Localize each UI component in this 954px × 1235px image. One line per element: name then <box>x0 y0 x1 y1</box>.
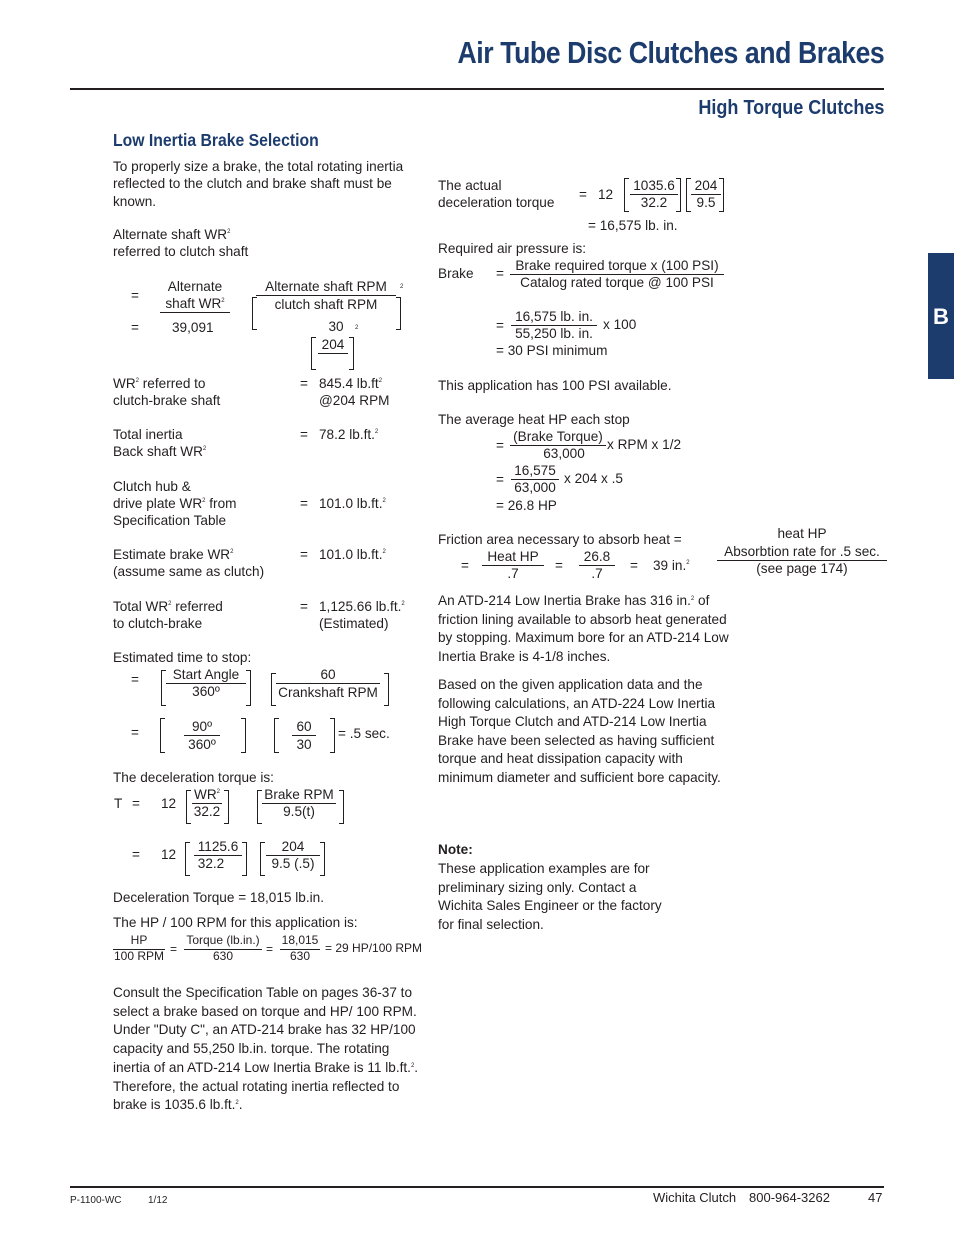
heat-hp-fraction-numerator: Heat HP <box>482 548 544 566</box>
formula-alternate: Alternate <box>167 279 223 294</box>
atd-paragraph: An ATD-214 Low Inertia Brake has 316 in.$^2$ of friction lining available to absorb heat generated by stopping. Maximum bore for an ATD-214 Low Inertia Brake is 4-1/8 inches. <box>438 593 729 664</box>
note-body: These application examples are for preliminary sizing only. Contact a Wichita Sales Engineer or the factory for final selection. <box>438 861 662 932</box>
equals-sign: = <box>555 558 563 573</box>
intro-paragraph: To properly size a brake, the total rotating inertia reflected to the clutch and brake shaft must be known. <box>113 159 404 209</box>
wr-referred-label: $WR^2$ referred to <box>113 376 206 391</box>
bracket-right <box>246 670 251 706</box>
section-heading: Low Inertia Brake Selection <box>113 130 319 150</box>
wr-referred-label-2: clutch-brake shaft <box>113 393 221 408</box>
total-wr-value: 1,125.66 lb.ft.$^2$ <box>319 599 405 614</box>
heat-numerator: 16,575 <box>511 462 559 480</box>
document-code: P-1100-WC <box>70 1195 122 1206</box>
torque-ratio-denominator: 55,250 lb. in. <box>515 326 593 341</box>
heat-denominator: 63,000 <box>514 480 556 495</box>
torque-denominator: 630 <box>212 949 234 963</box>
equals-sign: = <box>496 318 504 333</box>
equals-sign: = <box>461 558 469 573</box>
bracket-right <box>719 178 724 212</box>
brake-label: Brake <box>438 266 474 281</box>
start-angle-denominator: 360º <box>192 684 220 699</box>
total-wr-label-2: to clutch-brake <box>113 616 203 631</box>
inertia-numerator: 1035.6 <box>630 177 678 195</box>
total-inertia-value: 78.2 lb.ft.$^2$ <box>319 427 379 442</box>
equals-sign: = <box>131 320 139 335</box>
page-title: Air Tube Disc Clutches and Brakes <box>457 35 884 70</box>
equals-sign: = <box>132 847 140 862</box>
drive-plate-label: drive plate $WR^2$ from <box>113 496 237 511</box>
friction-area-result: 39 in.$^2$ <box>653 558 690 573</box>
wr-referred-rpm: @204 RPM <box>319 393 390 408</box>
formula-rpm-denominator: clutch shaft RPM <box>256 295 396 313</box>
heat-multiplier: x 204 x .5 <box>564 471 623 486</box>
bracket-left <box>311 337 316 370</box>
bracket-right <box>330 718 335 753</box>
equals-sign: = <box>132 796 140 811</box>
rpm-denominator: 9.5 <box>696 195 716 210</box>
exponent: 2 <box>400 284 404 290</box>
actual-label: The actual <box>438 178 502 193</box>
time-numerator: 60 <box>296 719 312 734</box>
brake-torque-numerator: (Brake Torque) <box>510 428 606 446</box>
crankshaft-numerator: 60 <box>320 667 336 682</box>
footer-rule <box>70 1186 884 1188</box>
selection-paragraph: Based on the given application data and the following calculations, an ATD-224 Low Inertia High Torque Clutch and ATD-214 Low Inertia Brake have been selected as having sufficient torque and heat dissipation capacity with minimum diameter and sufficient bore capacity. <box>438 677 721 785</box>
equals-sign: = <box>630 558 638 573</box>
decel-result: Deceleration Torque = 18,015 lb.in. <box>113 890 324 905</box>
page-subtitle: High Torque Clutches <box>697 96 884 119</box>
bracket-right <box>339 790 344 824</box>
bracket-left <box>160 718 165 753</box>
bracket-right <box>396 297 401 330</box>
time-denominator: 30 <box>292 735 316 753</box>
inertia-numerator: 1125.6 <box>194 838 242 856</box>
psi-available: This application has 100 PSI available. <box>438 378 672 393</box>
exponent: 2 <box>355 325 359 331</box>
crankshaft-denominator: Crankshaft RPM <box>276 683 380 701</box>
hp-denominator: 100 RPM <box>113 949 165 963</box>
heat-hp-numerator: heat HP <box>777 526 827 541</box>
decel-intro: The deceleration torque is: <box>113 770 274 785</box>
equals-sign: = <box>131 288 139 303</box>
torque-symbol: T <box>114 796 123 811</box>
required-torque-numerator: Brake required torque x (100 PSI) <box>510 257 724 275</box>
rated-torque-denominator: Catalog rated torque @ 100 PSI <box>520 275 714 290</box>
angle-denominator: 360º <box>184 735 220 753</box>
inertia-denominator: 32.2 <box>640 195 668 210</box>
heat-intro: The average heat HP each stop <box>438 412 630 427</box>
brake-rpm-denominator: 9.5(t) <box>283 804 315 819</box>
torque-numerator: Torque (lb.in.) <box>184 932 262 950</box>
bracket-right <box>349 337 354 370</box>
torque-value-numerator: 18,015 <box>280 932 320 950</box>
formula-numerator: 30 <box>328 319 344 334</box>
back-shaft-label: Back shaft $WR^2$ <box>113 444 207 459</box>
total-wr-label: Total $WR^2$ referred <box>113 599 223 614</box>
equals-sign: = <box>170 942 178 956</box>
heat-multiplier: x RPM x 1/2 <box>607 437 682 452</box>
estimate-brake-note: (assume same as clutch) <box>113 564 265 579</box>
total-wr-estimated: (Estimated) <box>319 616 389 631</box>
clutch-hub-value: 101.0 lb.ft.$^2$ <box>319 496 386 511</box>
rpm-numerator: 204 <box>691 177 721 195</box>
heat-hp-fraction-denominator: .7 <box>507 566 519 581</box>
value-39091: 39,091 <box>172 320 214 335</box>
times-100: x 100 <box>603 317 637 332</box>
consult-paragraph: Consult the Specification Table on pages 36-37 to select a brake based on torque and HP/ 100 RPM. Under "Duty C", an ATD-214 brake has 32 HP/100 capacity and 55,250 lb.in. torque. The rotating inertia of an ATD-214 Low Inertia Brake is 11 lb.ft.$^2$. Therefore, the actual rotating inertia reflected to brake is 1035.6 lb.ft.$^2$. <box>113 985 419 1113</box>
equals-sign: = <box>131 672 139 687</box>
inertia-denominator: 32.2 <box>197 856 225 871</box>
formula-denominator: 204 <box>318 336 348 354</box>
estimate-brake-label: Estimate brake $WR^2$ <box>113 547 234 562</box>
equals-sign: = <box>300 496 308 511</box>
start-angle-numerator: Start Angle <box>166 666 246 684</box>
page-reference: (see page 174) <box>756 561 848 576</box>
clutch-hub-label: Clutch hub & <box>113 479 191 494</box>
wr-numerator: $WR^2$ <box>194 787 220 802</box>
document-date: 1/12 <box>148 1195 168 1206</box>
formula-shaft-wr: shaft $WR^2$ <box>160 295 230 313</box>
page-number: 47 <box>868 1190 883 1205</box>
rpm-numerator: 204 <box>266 838 320 856</box>
alt-wr-label-2: referred to clutch shaft <box>113 244 249 259</box>
bracket-right <box>320 842 325 876</box>
bracket-right <box>241 718 246 753</box>
hp-intro: The HP / 100 RPM for this application is: <box>113 915 358 930</box>
bracket-left <box>624 178 629 212</box>
rpm-denominator: 9.5 (.5) <box>271 856 315 871</box>
equals-sign: = <box>496 266 504 281</box>
equals-sign: = <box>131 725 139 740</box>
formula-rpm-numerator: Alternate shaft RPM <box>265 279 387 294</box>
angle-numerator: 90º <box>191 719 213 734</box>
bracket-right <box>384 673 389 706</box>
constant-12: 12 <box>161 847 177 862</box>
constant-12: 12 <box>598 187 614 202</box>
bracket-left <box>186 790 191 824</box>
brake-rpm-numerator: Brake RPM <box>262 786 336 804</box>
equals-sign: = <box>300 547 308 562</box>
bracket-right <box>676 178 681 212</box>
estimate-brake-value: 101.0 lb.ft.$^2$ <box>319 547 386 562</box>
spec-table-label: Specification Table <box>113 513 227 528</box>
bracket-right <box>242 842 247 876</box>
wr-denominator: 32.2 <box>193 804 221 819</box>
hp-numerator: HP <box>113 932 165 950</box>
bracket-left <box>274 718 279 753</box>
bracket-left <box>185 842 190 876</box>
estimated-time-label: Estimated time to stop: <box>113 650 252 665</box>
torque-ratio-numerator: 16,575 lb. in. <box>511 308 597 326</box>
absorbtion-rate-denominator: Absorbtion rate for .5 sec. <box>717 543 887 561</box>
equals-sign: = <box>579 187 587 202</box>
time-result: = .5 sec. <box>338 726 390 741</box>
air-pressure-intro: Required air pressure is: <box>438 241 587 256</box>
friction-area-intro: Friction area necessary to absorb heat = <box>438 532 682 547</box>
psi-minimum: = 30 PSI minimum <box>496 343 608 358</box>
area-numerator: 26.8 <box>579 548 615 566</box>
section-tab: B <box>928 253 954 379</box>
equals-sign: = <box>300 376 308 391</box>
area-denominator: .7 <box>591 566 603 581</box>
equals-sign: = <box>496 472 504 487</box>
header-rule <box>70 88 884 90</box>
equals-sign: = <box>300 599 308 614</box>
note-heading: Note: <box>438 842 473 857</box>
constant-12: 12 <box>161 796 177 811</box>
heat-result: = 26.8 HP <box>496 498 557 513</box>
torque-value-denominator: 630 <box>289 949 311 963</box>
actual-decel-result: = 16,575 lb. in. <box>588 218 678 233</box>
heat-denominator: 63,000 <box>543 446 585 461</box>
alt-wr-label: Alternate shaft $WR^2$ <box>113 227 231 242</box>
equals-sign: = <box>300 427 308 442</box>
total-inertia-label: Total inertia <box>113 427 183 442</box>
decel-torque-label: deceleration torque <box>438 195 555 210</box>
equals-sign: = <box>496 438 504 453</box>
bracket-right <box>224 790 229 824</box>
bracket-left <box>260 842 265 876</box>
hp-result: = 29 HP/100 RPM <box>325 941 423 955</box>
equals-sign: = <box>266 942 274 956</box>
wr-referred-value: 845.4 $lb.ft^2$ <box>319 376 383 391</box>
company-name: Wichita Clutch <box>653 1190 737 1205</box>
company-phone: 800-964-3262 <box>749 1190 830 1205</box>
